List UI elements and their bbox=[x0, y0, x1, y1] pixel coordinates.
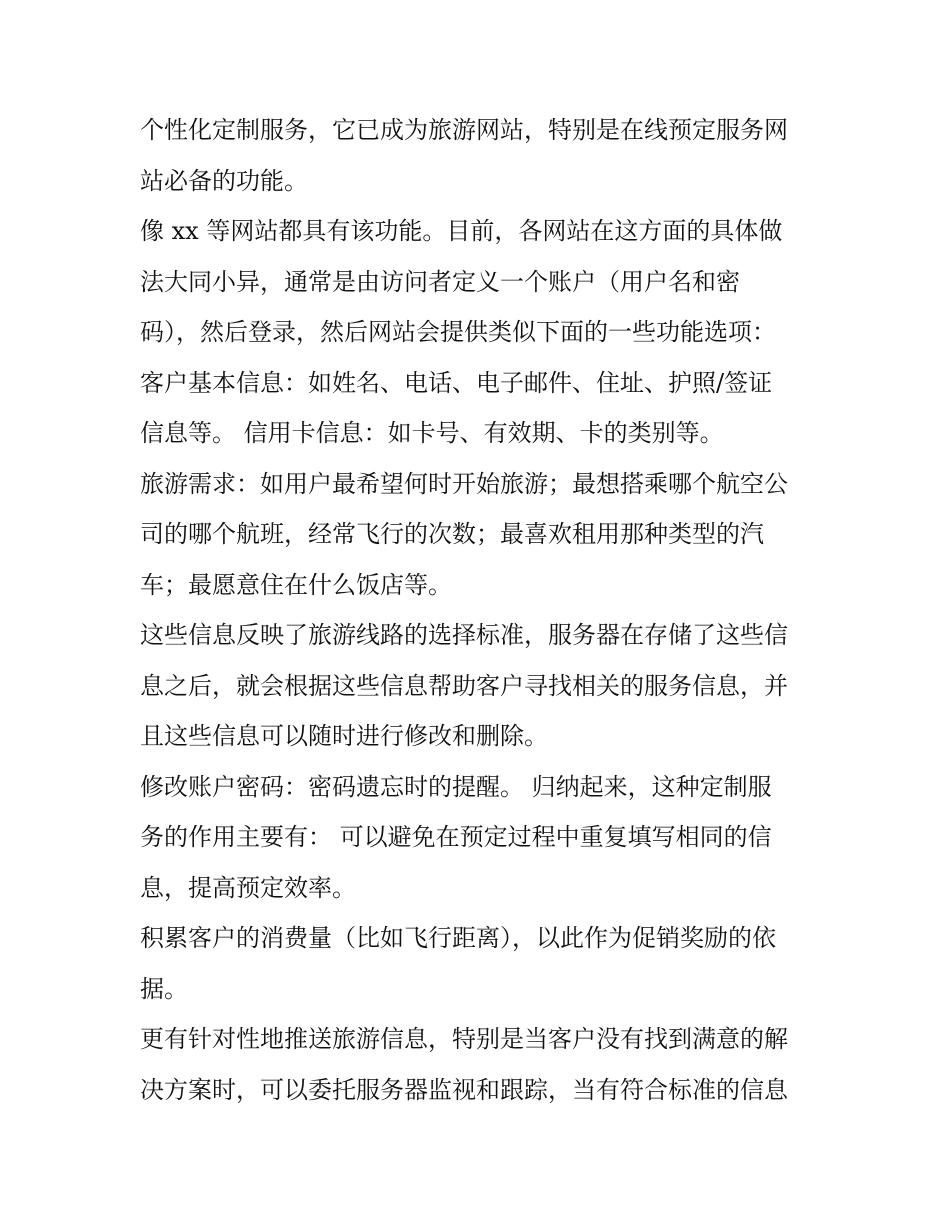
text-line: 信息等。 信用卡信息：如卡号、有效期、卡的类别等。 bbox=[140, 419, 724, 447]
text-line: 旅游需求：如用户最希望何时开始旅游；最想搭乘哪个航空公 bbox=[140, 469, 788, 498]
text-line: 个性化定制服务，它已成为旅游网站，特别是在线预定服务网 bbox=[140, 116, 788, 144]
text-line: 更有针对性地推送旅游信息，特别是当客户没有找到满意的解 bbox=[140, 1025, 788, 1053]
text-line: 这些信息反映了旅游线路的选择标准，服务器在存储了这些信 bbox=[140, 621, 788, 649]
text-line: 车；最愿意住在什么饭店等。 bbox=[140, 570, 452, 599]
text-line: 站必备的功能。 bbox=[140, 166, 308, 195]
text-line: 司的哪个航班，经常飞行的次数；最喜欢租用那种类型的汽 bbox=[140, 520, 764, 548]
text-line: 决方案时，可以委托服务器监视和跟踪，当有符合标准的信息 bbox=[140, 1075, 788, 1104]
text-line: 息，提高预定效率。 bbox=[140, 873, 356, 902]
body-text bbox=[140, 105, 820, 1115]
text-line: 修改账户密码：密码遗忘时的提醒。 归纳起来，这种定制服 bbox=[140, 772, 772, 801]
text-line: 据。 bbox=[140, 974, 188, 1003]
text-line: 客户基本信息：如姓名、电话、电子邮件、住址、护照/签证 bbox=[140, 368, 773, 397]
text-line: 码），然后登录，然后网站会提供类似下面的一些功能选项： bbox=[140, 318, 776, 346]
text-line: 息之后，就会根据这些信息帮助客户寻找相关的服务信息，并 bbox=[140, 671, 788, 700]
text-line: 像 xx 等网站都具有该功能。目前，各网站在这方面的具体做 bbox=[140, 217, 783, 245]
text-line: 且这些信息可以随时进行修改和删除。 bbox=[140, 722, 548, 750]
text-line: 积累客户的消费量（比如飞行距离），以此作为促销奖励的依 bbox=[140, 924, 776, 952]
text-line: 法大同小异，通常是由访问者定义一个账户（用户名和密 bbox=[140, 267, 740, 296]
text-line: 务的作用主要有： 可以避免在预定过程中重复填写相同的信 bbox=[140, 823, 772, 851]
